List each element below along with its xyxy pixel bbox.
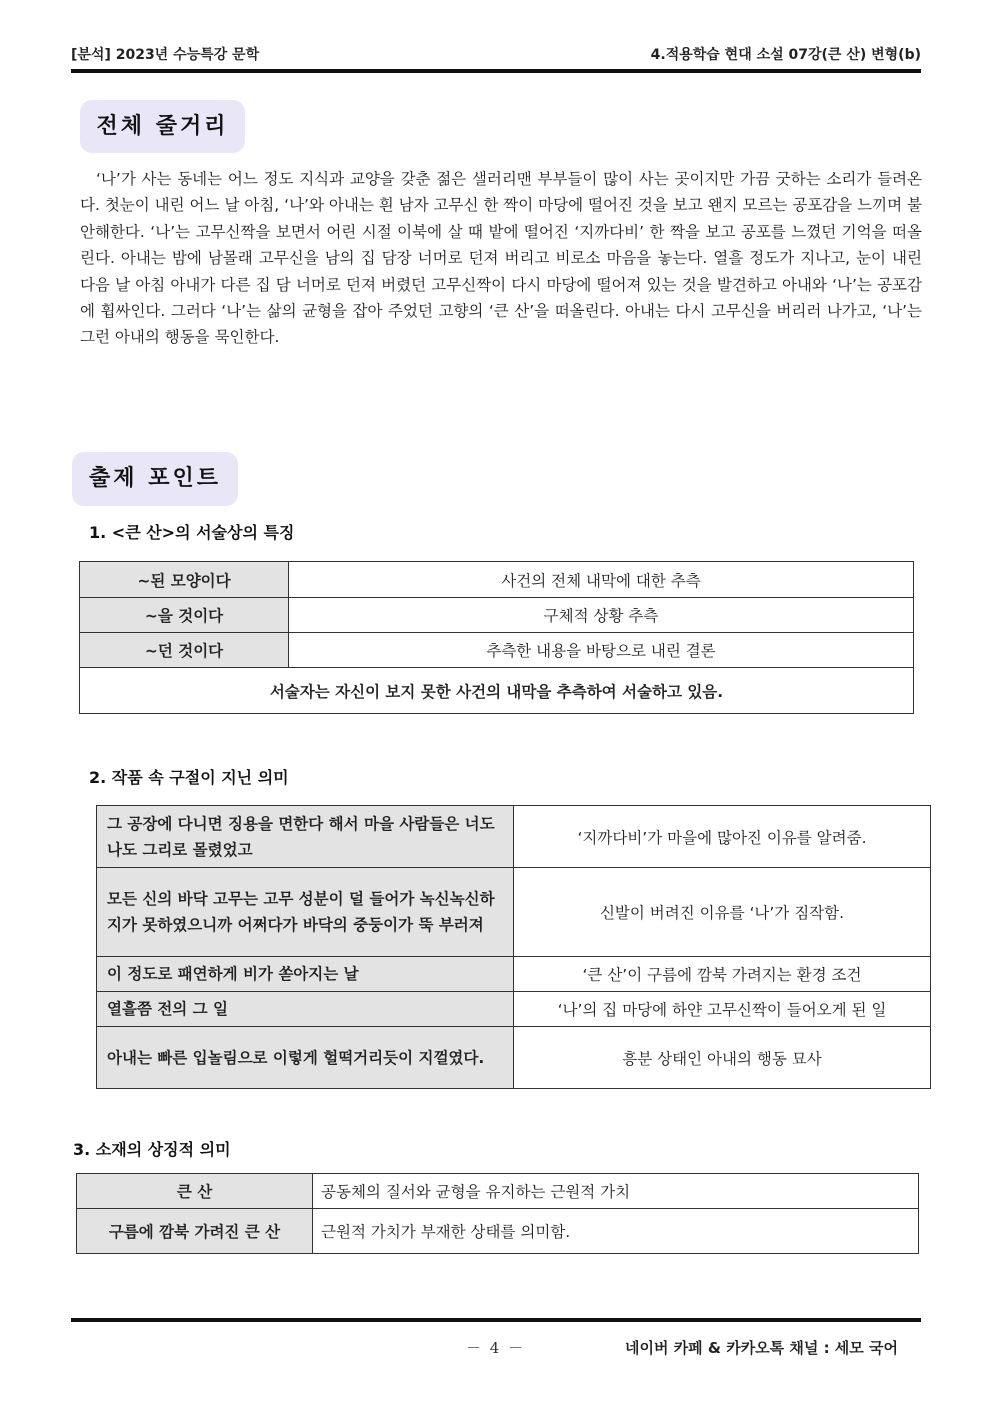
phrase-cell: 아내는 빠른 입놀림으로 이렇게 헐떡거리듯이 지껄였다. bbox=[97, 1027, 514, 1089]
point2-heading: 2. 작품 속 구절이 지닌 의미 bbox=[89, 768, 289, 787]
narration-label: ~던 것이다 bbox=[80, 633, 289, 668]
phrase-cell: 모든 신의 바닥 고무는 고무 성분이 덜 들어가 녹신녹신하지가 못하였으니까 어쩌다가 바닥의 중둥이가 뚝 부러져 bbox=[97, 868, 514, 957]
phrase-meaning-table bbox=[96, 805, 931, 1089]
symbol-desc: 근원적 가치가 부재한 상태를 의미함. bbox=[313, 1209, 919, 1254]
summary-paragraph: ‘나’가 사는 동네는 어느 정도 지식과 교양을 갖춘 젊은 샐러리맨 부부들이 많이 사는 곳이지만 가끔 굿하는 소리가 들려온다. 첫눈이 내린 어느 날 아침, ‘나’와 아내는 흰 남자 고무신 한 짝이 마당에 떨어진 것을 보고 왠지 모르는 공포감을 느끼며 불안해한다. ‘나’는 고무신짝을 보면서 어린 시절 이북에 살 때 밭에 떨어진 ‘지까다비’ 한 짝을 보고 공포를 느꼈던 기억을 떠올린다. 아내는 밤에 남몰래 고무신을 남의 집 담장 너머로 던져 버리고 비로소 마음을 놓는다. 열흘 정도가 지나고, 눈이 내린 다음 날 아침 아내가 다른 집 담 너머로 던져 버렸던 고무신짝이 다시 마당에 떨어져 있는 것을 발견하고 아내와 ‘나’는 공포감에 휩싸인다. 그러다 ‘나’는 삶의 균형을 잡아 주었던 고향의 ‘큰 산’을 떠올린다. 아내는 다시 고무신을 버리러 나가고, ‘나’는 그런 아내의 행동을 묵인한다. bbox=[80, 170, 922, 347]
table-row bbox=[80, 668, 914, 714]
table-row bbox=[97, 1027, 931, 1089]
header-rule bbox=[71, 69, 921, 73]
narration-label: ~된 모양이다 bbox=[80, 562, 289, 598]
table-row bbox=[80, 598, 914, 633]
symbol-desc: 공동체의 질서와 균형을 유지하는 근원적 가치 bbox=[313, 1174, 919, 1209]
table-row bbox=[77, 1174, 919, 1209]
page-number: － 4 － bbox=[466, 1339, 526, 1357]
table-row bbox=[77, 1209, 919, 1254]
point1-heading: 1. <큰 산>의 서술상의 특징 bbox=[89, 523, 295, 542]
table-row bbox=[97, 957, 931, 992]
meaning-cell: 흥분 상태인 아내의 행동 묘사 bbox=[514, 1027, 931, 1089]
table-row bbox=[80, 633, 914, 668]
symbol-table bbox=[76, 1173, 919, 1254]
footer-rule bbox=[71, 1318, 921, 1322]
narration-desc: 사건의 전체 내막에 대한 추측 bbox=[289, 562, 914, 598]
narration-desc: 구체적 상황 추측 bbox=[289, 598, 914, 633]
table-row bbox=[97, 992, 931, 1027]
phrase-cell: 열흘쯤 전의 그 일 bbox=[97, 992, 514, 1027]
narration-desc: 추측한 내용을 바탕으로 내린 결론 bbox=[289, 633, 914, 668]
meaning-cell: 신발이 버려진 이유를 ‘나’가 짐작함. bbox=[514, 868, 931, 957]
table-row bbox=[97, 806, 931, 868]
header-left: [분석] 2023년 수능특강 문학 bbox=[71, 47, 260, 63]
meaning-cell: ‘큰 산’이 구름에 깜북 가려지는 환경 조건 bbox=[514, 957, 931, 992]
symbol-label: 큰 산 bbox=[77, 1174, 313, 1209]
header-right: 4.적용학습 현대 소설 07강(큰 산) 변형(b) bbox=[650, 47, 921, 63]
phrase-cell: 이 정도로 패연하게 비가 쏟아지는 날 bbox=[97, 957, 514, 992]
meaning-cell: ‘지까다비’가 마을에 많아진 이유를 알려줌. bbox=[514, 806, 931, 868]
table-row bbox=[97, 868, 931, 957]
narration-table bbox=[79, 561, 914, 714]
narration-label: ~을 것이다 bbox=[80, 598, 289, 633]
table-row bbox=[80, 562, 914, 598]
section-title-summary: 전체 줄거리 bbox=[80, 100, 245, 153]
footer-channel: 네이버 카페 & 카카오톡 채널 : 세모 국어 bbox=[625, 1339, 898, 1357]
section-title-points: 출제 포인트 bbox=[72, 452, 238, 506]
phrase-cell: 그 공장에 다니면 징용을 면한다 해서 마을 사람들은 너도나도 그리로 몰렸었고 bbox=[97, 806, 514, 868]
symbol-label: 구름에 깜북 가려진 큰 산 bbox=[77, 1209, 313, 1254]
narration-summary: 서술자는 자신이 보지 못한 사건의 내막을 추측하여 서술하고 있음. bbox=[80, 668, 914, 714]
meaning-cell: ‘나’의 집 마당에 하얀 고무신짝이 들어오게 된 일 bbox=[514, 992, 931, 1027]
point3-heading: 3. 소재의 상징적 의미 bbox=[73, 1140, 231, 1159]
